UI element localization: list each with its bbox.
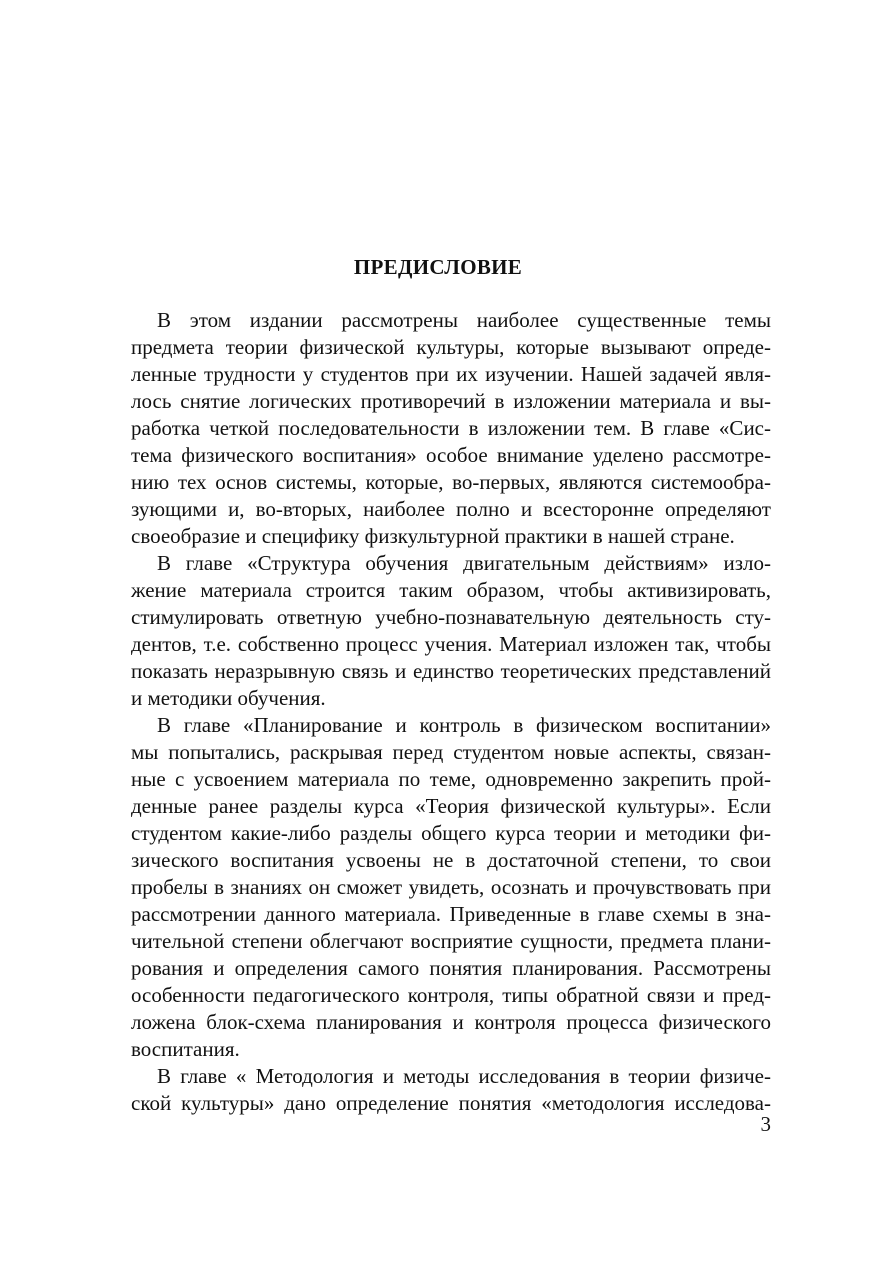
text-line: рования и определения самого понятия планирования. Рассмотрены [131,956,771,980]
page-number: 3 [760,1112,771,1136]
text-line: зующими и, во-вторых, наиболее полно и всесторонне определяют [131,497,771,521]
text-line: зического воспитания усвоены не в достаточной степени, то свои [131,848,771,872]
text-line: денные ранее разделы курса «Теория физической культуры». Если [131,794,771,818]
text-line: ленные трудности у студентов при их изучении. Нашей задачей явля- [131,362,771,386]
text-line: и методики обучения. [131,686,326,710]
text-line: ложена блок-схема планирования и контроля процесса физического [131,1010,771,1034]
text-line: студентом какие-либо разделы общего курса теории и методики фи- [131,821,771,845]
text-line: дентов, т.е. собственно процесс учения. Материал изложен так, чтобы [131,632,771,656]
text-line: показать неразрывную связь и единство теоретических представлений [131,659,771,683]
text-line: тема физического воспитания» особое внимание уделено рассмотре- [131,443,771,467]
text-line: работка четкой последовательности в изложении тем. В главе «Сис- [131,416,771,440]
text-line: лось снятие логических противоречий в изложении материала и вы- [131,389,771,413]
text-line: нию тех основ системы, которые, во-первых, являются системообра- [131,470,771,494]
text-line: стимулировать ответную учебно-познавательную деятельность сту- [131,605,771,629]
paragraph [131,1063,771,1117]
paragraph [131,307,771,550]
page-heading: ПРЕДИСЛОВИЕ [353,255,523,279]
text-line: ные с усвоением материала по теме, одновременно закрепить прой- [131,767,771,791]
text-line: В главе «Структура обучения двигательным действиям» изло- [157,551,771,575]
text-line: пробелы в знаниях он сможет увидеть, осознать и прочувствовать при [131,875,771,899]
text-line: чительной степени облегчают восприятие сущности, предмета плани- [131,929,771,953]
paragraph [131,550,771,712]
text-line: своеобразие и специфику физкультурной практики в нашей стране. [131,524,735,548]
text-line: особенности педагогического контроля, типы обратной связи и пред- [131,983,771,1007]
paragraph [131,712,771,1063]
text-line: В главе « Методология и методы исследования в теории физиче- [157,1064,771,1088]
text-line: мы попытались, раскрывая перед студентом новые аспекты, связан- [131,740,771,764]
text-line: рассмотрении данного материала. Приведенные в главе схемы в зна- [131,902,771,926]
text-line: предмета теории физической культуры, которые вызывают опреде- [131,335,771,359]
body-text [131,307,771,1117]
text-line: В главе «Планирование и контроль в физическом воспитании» [157,713,771,737]
text-line: жение материала строится таким образом, чтобы активизировать, [131,578,771,602]
text-line: ской культуры» дано определение понятия «методология исследова- [131,1091,771,1115]
text-line: В этом издании рассмотрены наиболее существенные темы [157,308,771,332]
text-line: воспитания. [131,1037,240,1061]
